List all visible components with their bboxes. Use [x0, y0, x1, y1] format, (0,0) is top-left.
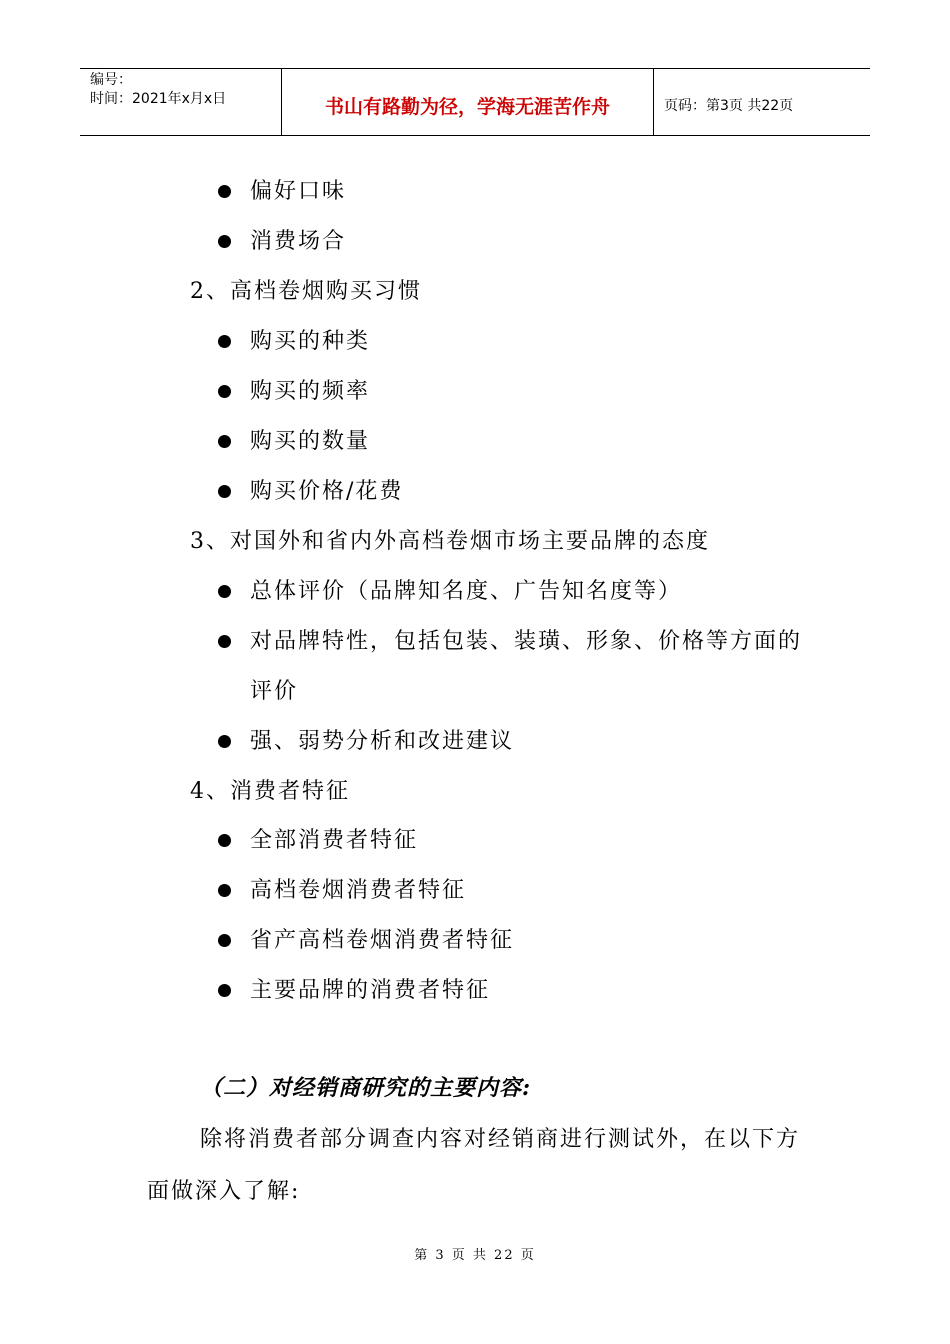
- list-item: 强、弱势分析和改进建议: [250, 729, 515, 754]
- list-item: 高档卷烟消费者特征: [250, 878, 467, 903]
- bullet-icon: [218, 934, 231, 947]
- bullet-icon: [218, 235, 231, 248]
- header-page-info: 页码：第3页 共22页: [664, 98, 794, 114]
- list-item-continuation: 评价: [250, 679, 299, 704]
- list-item: 购买的数量: [250, 429, 371, 454]
- list-item: 购买的种类: [250, 329, 371, 354]
- bullet-icon: [218, 435, 231, 448]
- bullet-icon: [218, 335, 231, 348]
- document-number: 编号：: [90, 72, 132, 88]
- bullet-icon: [218, 834, 231, 847]
- bullet-icon: [218, 635, 231, 648]
- bullet-icon: [218, 385, 231, 398]
- list-item: 总体评价（品牌知名度、广告知名度等）: [250, 579, 683, 604]
- subsection-title: （二）对经销商研究的主要内容:: [200, 1075, 532, 1101]
- header-motto: 书山有路勤为径，学海无涯苦作舟: [282, 69, 654, 135]
- list-item: 主要品牌的消费者特征: [250, 978, 491, 1003]
- page-footer: 第 3 页 共 22 页: [414, 1248, 536, 1263]
- document-time: 时间：2021年x月x日: [90, 91, 227, 107]
- paragraph-line: 除将消费者部分调查内容对经销商进行测试外，在以下方: [200, 1127, 801, 1152]
- page-header: [80, 68, 870, 136]
- section-heading: 4、消费者特征: [190, 779, 350, 804]
- list-item: 购买的频率: [250, 379, 371, 404]
- list-item: 消费场合: [250, 229, 347, 254]
- bullet-icon: [218, 485, 231, 498]
- bullet-icon: [218, 984, 231, 997]
- list-item: 对品牌特性，包括包装、装璜、形象、价格等方面的: [250, 629, 803, 654]
- list-item: 省产高档卷烟消费者特征: [250, 928, 515, 953]
- bullet-icon: [218, 585, 231, 598]
- section-heading: 2、高档卷烟购买习惯: [190, 279, 422, 304]
- header-meta: [80, 69, 282, 135]
- paragraph-line: 面做深入了解:: [147, 1179, 301, 1204]
- list-item: 偏好口味: [250, 179, 347, 204]
- list-item: 购买价格/花费: [250, 479, 404, 504]
- list-item: 全部消费者特征: [250, 828, 419, 853]
- bullet-icon: [218, 185, 231, 198]
- section-heading: 3、对国外和省内外高档卷烟市场主要品牌的态度: [190, 529, 710, 554]
- bullet-icon: [218, 735, 231, 748]
- bullet-icon: [218, 884, 231, 897]
